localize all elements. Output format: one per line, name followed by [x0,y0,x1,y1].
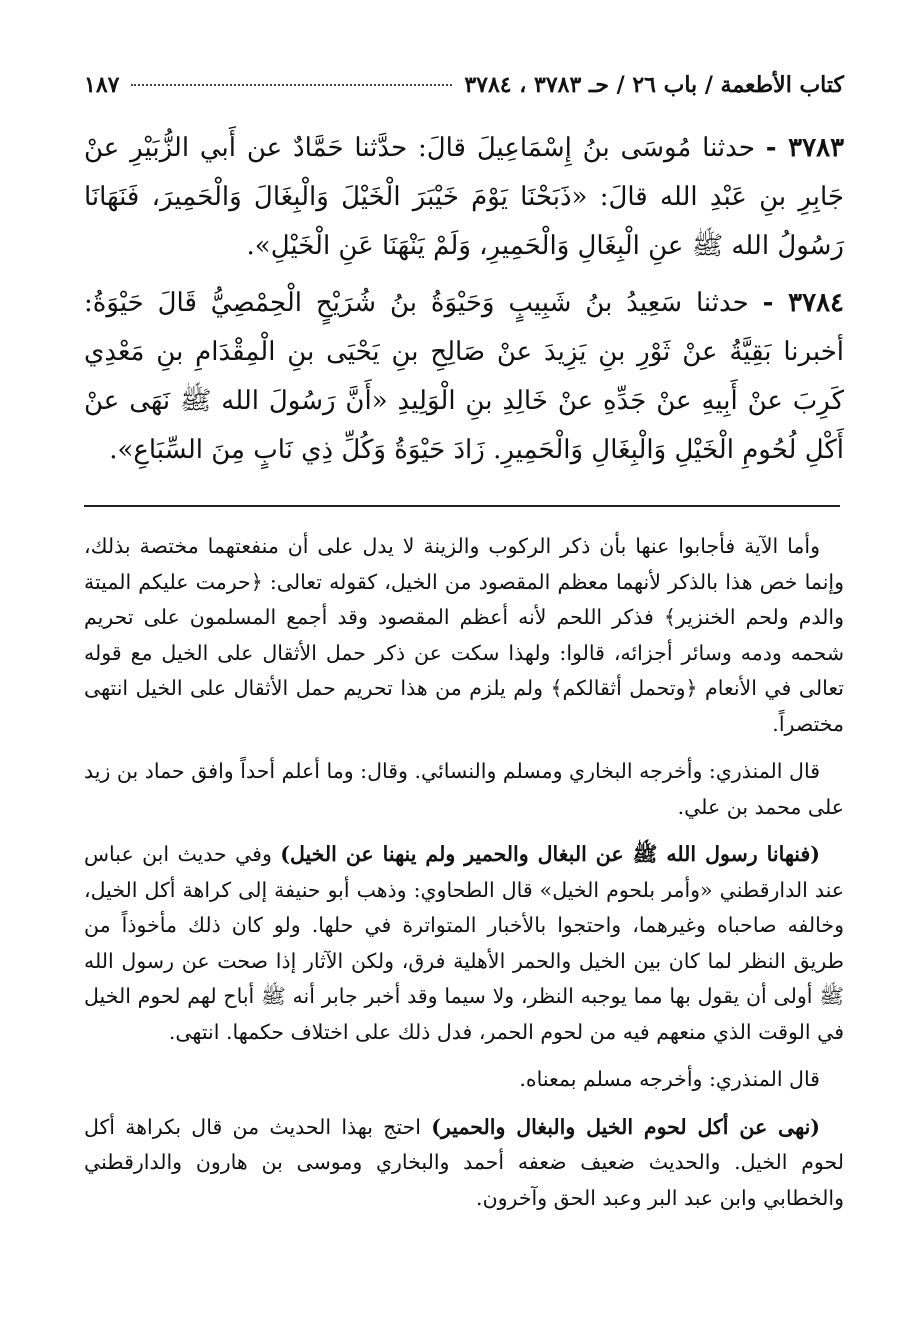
commentary-paragraph [84,754,844,825]
page-header [84,72,844,98]
header-dotted-leader [131,84,452,86]
hadith-text: حدثنا سَعِيدُ بنُ شَبِيبٍ وَحَيْوَةُ بنُ شُرَيْحٍ الْحِمْصِيُّ قَالَ حَيْوَةُ: أخبرنا بَقِيَّةُ عنْ ثَوْرِ بنِ يَزِيدَ عنْ صَالِحِ بنِ يَحْيَى بنِ الْمِقْدَامِ بنِ مَعْدِي كَرِبَ عنْ أَبِيهِ عنْ جَدِّهِ عنْ خَالِدِ بنِ الْوَلِيدِ «أَنَّ رَسُولَ الله ﷺ نَهَى عنْ أَكْلِ لُحُومِ الْخَيْلِ وَالْبِغَالِ وَالْحَمِيرِ. زَادَ حَيْوَةُ وَكُلِّ ذِي نَابٍ مِنَ السِّبَاعِ». [84,288,844,465]
commentary-text: وأما الآية فأجابوا عنها بأن ذكر الركوب والزينة لا يدل على أن منفعتهما مختصة بذلك، وإنما خص هذا بالذكر لأنهما معظم المقصود من الخيل، كقوله تعالى: ﴿حرمت عليكم الميتة والدم ولحم الخنزير﴾ فذكر اللحم لأنه أعظم المقصود وقد أجمع المسلمون على تحريم شحمه ودمه وسائر أجزائه، قالوا: ولهذا سكت عن ذكر حمل الأثقال على الخيل مع قوله تعالى في الأنعام ﴿وتحمل أثقالكم﴾ ولم يلزم من هذا تحريم حمل الأثقال على الخيل انتهى مختصراً. [84,534,844,736]
hadith-number: ٣٧٨٣ - [765,133,845,163]
hadith-3784 [84,279,844,475]
commentary-text: قال المنذري: وأخرجه مسلم بمعناه. [519,1067,820,1091]
running-title: كتاب الأطعمة / باب ٢٦ / حـ ٣٧٨٣ ، ٣٧٨٤ [464,72,844,98]
section-divider [84,505,840,507]
page-number: ١٨٧ [84,72,120,98]
commentary-text: احتج بهذا الحديث من قال بكراهة أكل لحوم الخيل. والحديث ضعيف ضعفه أحمد والبخاري وموسى بن هارون والدارقطني والخطابي وابن عبد البر وعبد الحق وآخرون. [84,1114,844,1210]
hadith-text: حدثنا مُوسَى بنُ إِسْمَاعِيلَ قالَ: حدَّثنا حَمَّادٌ عن أَبي الزُّبَيْرِ عنْ جَابِرِ بنِ عَبْدِ الله قالَ: «ذَبَحْنَا يَوْمَ خَيْبَرَ الْخَيْلَ وَالْبِغَالَ وَالْحَمِيرَ، فَنَهَانَا رَسُولُ الله ﷺ عنِ الْبِغَالِ وَالْحَمِيرِ، وَلَمْ يَنْهَنَا عَنِ الْخَيْلِ». [84,133,844,261]
commentary-paragraph [84,1110,844,1217]
commentary-paragraph [84,1062,844,1098]
commentary-paragraph [84,837,844,1050]
commentary-lead: (نهى عن أكل لحوم الخيل والبغال والحمير) [431,1114,820,1139]
commentary-text: قال المنذري: وأخرجه البخاري ومسلم والنسائي. وقال: وما أعلم أحداً وافق حماد بن زيد على محمد بن علي. [84,759,844,819]
commentary-text: وفي حديث ابن عباس عند الدارقطني «وأمر بلحوم الخيل» قال الطحاوي: وذهب أبو حنيفة إلى كراهة أكل الخيل، وخالفه صاحباه وغيرهما، واحتجوا بالأخبار المتواترة في حلها. ولو كان ذلك مأخوذاً من طريق النظر لما كان بين الخيل والحمر الأهلية فرق، ولكن الآثار إذا صحت عن رسول الله ﷺ أولى أن يقول بها مما يوجبه النظر، ولا سيما وقد أخبر جابر أنه ﷺ أباح لهم لحوم الخيل في الوقت الذي منعهم فيه من لحوم الحمر، فدل ذلك على اختلاف حكمها. انتهى. [84,842,844,1044]
hadith-section [84,124,844,475]
commentary-section [84,529,844,1216]
commentary-paragraph [84,529,844,742]
commentary-lead: (فنهانا رسول الله ﷺ عن البغال والحمير ولم ينهنا عن الخيل) [280,842,820,866]
hadith-3783 [84,124,844,271]
hadith-number: ٣٧٨٤ - [762,288,844,318]
